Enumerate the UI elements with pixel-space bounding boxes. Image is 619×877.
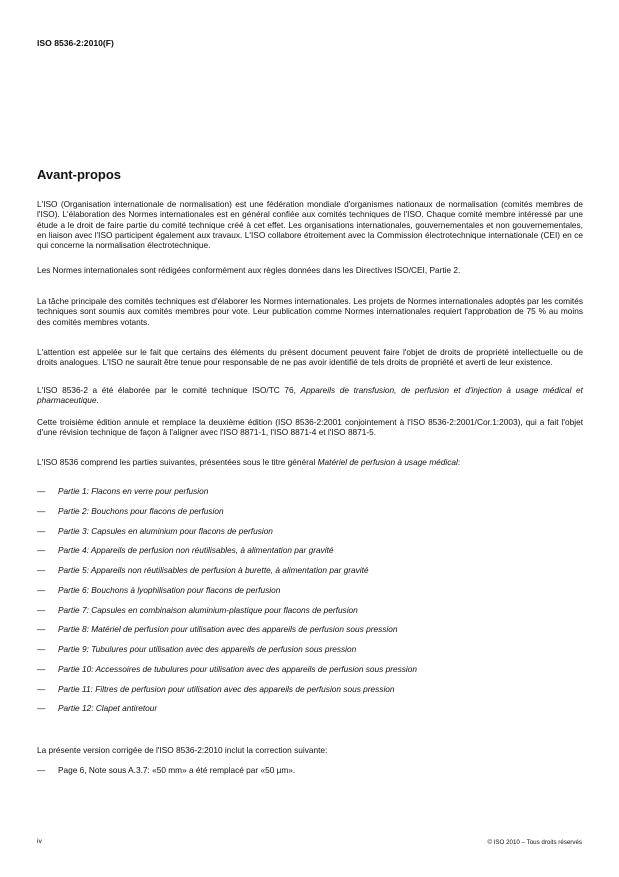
dash: —	[37, 505, 46, 516]
copyright: © ISO 2010 – Tous droits réservés	[487, 839, 582, 846]
section-title: Avant-propos	[37, 167, 122, 182]
correction-item	[37, 765, 583, 775]
list-item	[37, 624, 583, 634]
general-title: Matériel de perfusion à usage médical	[317, 457, 458, 467]
list-item	[37, 526, 583, 536]
dash: —	[37, 584, 46, 595]
dash: —	[37, 644, 46, 654]
paragraph-iso-intro: L'ISO (Organisation internationale de normalisation) est une fédération mondiale d'organismes nationaux de normalisation (comités membres de l'ISO). L'élaboration des Normes internationales est en général confiée aux comités techniques de l'ISO. Chaque comité membre intéressé par une étude a le droit de faire partie du comité technique créé à cet effet. Les organisations internationales, gouvernementales et non gouvernementales, en liaison avec l'ISO participent également aux travaux. L'ISO collabore étroitement avec la Commission électrotechnique internationale (CEI) en ce qui concerne la normalisation électrotechnique.	[37, 199, 583, 251]
dash: —	[37, 604, 46, 615]
list-item	[37, 565, 583, 575]
document-header: ISO 8536-2:2010(F)	[37, 38, 114, 48]
paragraph-edition: Cette troisième édition annule et remplace la deuxième édition (ISO 8536-2:2001 conjointement à l'ISO 8536-2:2001/Cor.1:2003), qui a fait l'objet d'une révision technique de façon à l'aligner avec l'ISO 8871-1, l'ISO 8871-4 et l'ISO 8871-5.	[37, 417, 583, 438]
text: L'ISO 8536 comprend les parties suivantes, présentées sous le titre général	[37, 457, 318, 467]
committee-title: Appareils de transfusion, de perfusion et d'injection à usage médical et pharmaceutique	[37, 385, 583, 406]
page-number: iv	[37, 838, 42, 845]
dash: —	[37, 565, 46, 575]
paragraph-patents: L'attention est appelée sur le fait que certains des éléments du présent document peuvent faire l'objet de droits de propriété intellectuelle ou de droits analogues. L'ISO ne saurait être tenue pour responsable de ne pas avoir identifié de tels droits de propriété et averti de leur existence.	[37, 347, 583, 368]
paragraph-parts-intro	[37, 457, 583, 467]
paragraph-correction-intro: La présente version corrigée de l'ISO 8536-2:2010 inclut la correction suivante:	[37, 745, 328, 755]
paragraph-committees: La tâche principale des comités techniques est d'élaborer les Normes internationales. Les projets de Normes internationales adoptés par les comités techniques sont soumis aux comités membres pour vote. Leur publication comme Normes internationales requiert l'approbation de 75 % au moins des comités membres votants.	[37, 296, 583, 327]
part-title: Partie 12: Clapet antiretour	[58, 703, 158, 714]
part-title: Partie 3: Capsules en aluminium pour flacons de perfusion	[58, 525, 273, 536]
paragraph-directives: Les Normes internationales sont rédigées conformément aux règles données dans les Directives ISO/CEI, Partie 2.	[37, 265, 461, 275]
list-item	[37, 644, 583, 654]
part-title: Partie 9: Tubulures pour utilisation avec des appareils de perfusion sous pression	[58, 644, 357, 654]
text: :	[457, 457, 461, 467]
list-item	[37, 486, 583, 496]
dash: —	[37, 545, 46, 556]
part-title: Partie 1: Flacons en verre pour perfusion	[58, 486, 209, 496]
correction-text: Page 6, Note sous A.3.7: «50 mm» a été remplacé par «50 µm».	[58, 765, 296, 775]
dash: —	[37, 486, 46, 496]
part-title: Partie 11: Filtres de perfusion pour utilisation avec des appareils de perfusion sous pression	[58, 683, 395, 694]
part-title: Partie 2: Bouchons pour flacons de perfusion	[58, 505, 224, 516]
list-item	[37, 506, 583, 516]
dash: —	[37, 525, 46, 536]
paragraph-prepared-by	[37, 385, 583, 406]
part-title: Partie 5: Appareils non réutilisables de perfusion à burette, à alimentation par gravité	[58, 565, 369, 575]
list-item	[37, 545, 583, 555]
text: .	[96, 395, 99, 406]
list-item	[37, 684, 583, 694]
list-item	[37, 703, 583, 713]
part-title: Partie 7: Capsules en combinaison aluminium-plastique pour flacons de perfusion	[58, 604, 358, 615]
dash: —	[37, 683, 46, 694]
dash: —	[37, 663, 46, 674]
text: L'ISO 8536-2 a été élaborée par le comité technique ISO/TC 76,	[37, 385, 301, 395]
part-title: Partie 6: Bouchons à lyophilisation pour flacons de perfusion	[58, 584, 281, 595]
list-item	[37, 664, 583, 674]
list-item	[37, 585, 583, 595]
part-title: Partie 10: Accessoires de tubulures pour utilisation avec des appareils de perfusion sous pression	[58, 663, 417, 674]
dash: —	[37, 703, 46, 714]
dash: —	[37, 624, 46, 635]
dash: —	[37, 765, 46, 775]
part-title: Partie 8: Matériel de perfusion pour utilisation avec des appareils de perfusion sous pression	[58, 624, 398, 635]
list-item	[37, 605, 583, 615]
part-title: Partie 4: Appareils de perfusion non réutilisables, à alimentation par gravité	[58, 545, 334, 556]
